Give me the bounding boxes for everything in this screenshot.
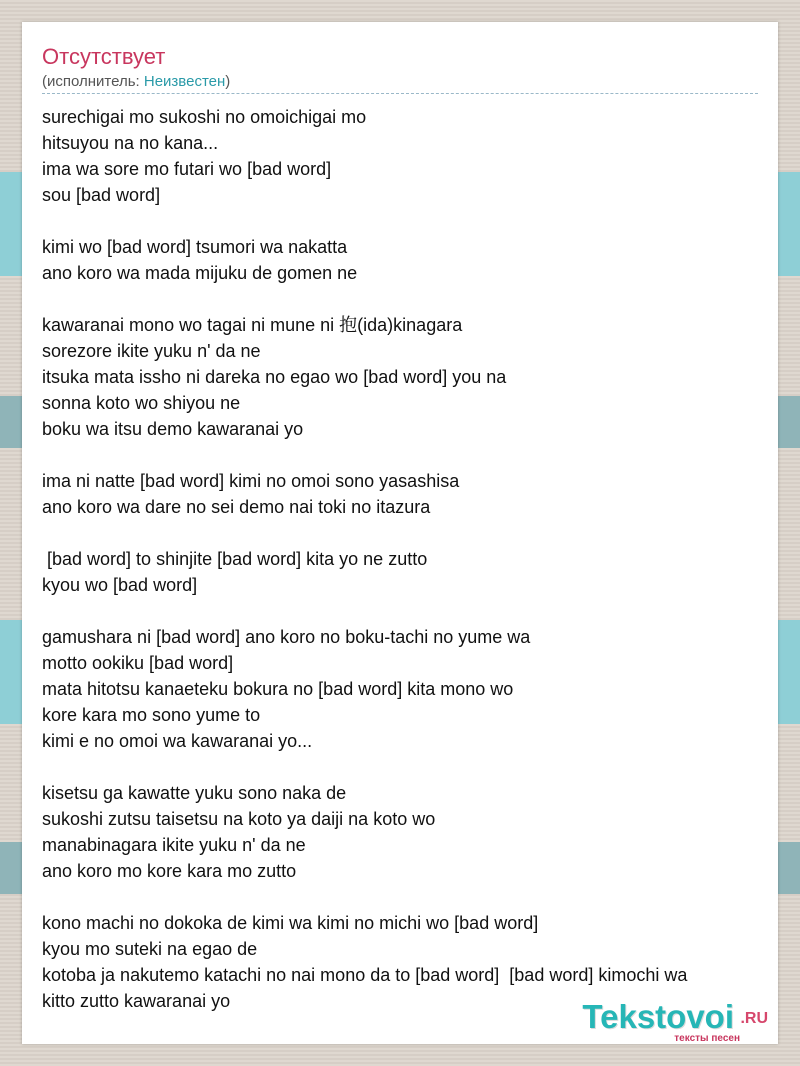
divider xyxy=(42,93,758,94)
lyric-line: mata hitotsu kanaeteku bokura no [bad word] kita mono wo xyxy=(42,679,514,699)
tekstovoi-logo[interactable] xyxy=(570,998,770,1042)
lyric-line: kisetsu ga kawatte yuku sono naka de xyxy=(42,783,347,803)
lyric-line: surechigai mo sukoshi no omoichigai mo xyxy=(42,107,367,127)
lyric-line: ano koro wa dare no sei demo nai toki no itazura xyxy=(42,497,431,517)
lyric-line: itsuka mata issho ni dareka no egao wo [bad word] you na xyxy=(42,367,507,387)
logo-name: Tekstovoi xyxy=(582,998,734,1035)
lyric-line: ano koro wa mada mijuku de gomen ne xyxy=(42,263,358,283)
lyric-line: gamushara ni [bad word] ano koro no boku-tachi no yume wa xyxy=(42,627,531,647)
lyric-line: sou [bad word] xyxy=(42,185,161,205)
lyric-line xyxy=(42,286,778,312)
logo-domain: .RU xyxy=(740,1010,768,1027)
lyric-line: kyou mo suteki na egao de xyxy=(42,939,258,959)
lyrics-card xyxy=(22,22,778,1044)
lyric-line: motto ookiku [bad word] xyxy=(42,653,234,673)
lyric-line: sukoshi zutsu taisetsu na koto ya daiji na koto wo xyxy=(42,809,436,829)
lyric-line: kitto zutto kawaranai yo xyxy=(42,991,231,1011)
lyric-line: sorezore ikite yuku n' da ne xyxy=(42,341,261,361)
lyric-line: hitsuyou na no kana... xyxy=(42,133,219,153)
lyric-line xyxy=(42,520,778,546)
lyric-line: kawaranai mono wo tagai ni mune ni 抱(ida)kinagara xyxy=(42,315,463,335)
lyric-line: kimi wo [bad word] tsumori wa nakatta xyxy=(42,237,348,257)
lyric-line: ano koro mo kore kara mo zutto xyxy=(42,861,297,881)
artist-prefix: (исполнитель: xyxy=(42,73,144,90)
lyric-line xyxy=(42,442,778,468)
lyric-line: kotoba ja nakutemo katachi no nai mono da to [bad word] [bad word] kimochi wa xyxy=(42,965,688,985)
lyrics-text xyxy=(42,104,778,1014)
lyric-line: kyou wo [bad word] xyxy=(42,575,198,595)
artist-suffix: ) xyxy=(225,73,231,90)
artist-link[interactable]: Неизвестен xyxy=(143,73,226,90)
lyric-line xyxy=(42,754,778,780)
lyric-line: kore kara mo sono yume to xyxy=(42,705,261,725)
logo-tagline: тексты песен xyxy=(674,1033,740,1044)
lyric-line: sonna koto wo shiyou ne xyxy=(42,393,241,413)
artist-line xyxy=(42,73,230,91)
lyric-line: kimi e no omoi wa kawaranai yo... xyxy=(42,731,313,751)
lyric-line xyxy=(42,208,778,234)
lyric-line: kono machi no dokoka de kimi wa kimi no michi wo [bad word] xyxy=(42,913,539,933)
lyric-line: ima wa sore mo futari wo [bad word] xyxy=(42,159,332,179)
lyric-line: boku wa itsu demo kawaranai yo xyxy=(42,419,304,439)
lyric-line: manabinagara ikite yuku n' da ne xyxy=(42,835,306,855)
lyric-line xyxy=(42,884,778,910)
lyric-line: [bad word] to shinjite [bad word] kita yo ne zutto xyxy=(42,549,428,569)
lyric-line: ima ni natte [bad word] kimi no omoi sono yasashisa xyxy=(42,471,460,491)
song-title: Отсутствует xyxy=(42,44,166,69)
lyric-line xyxy=(42,598,778,624)
